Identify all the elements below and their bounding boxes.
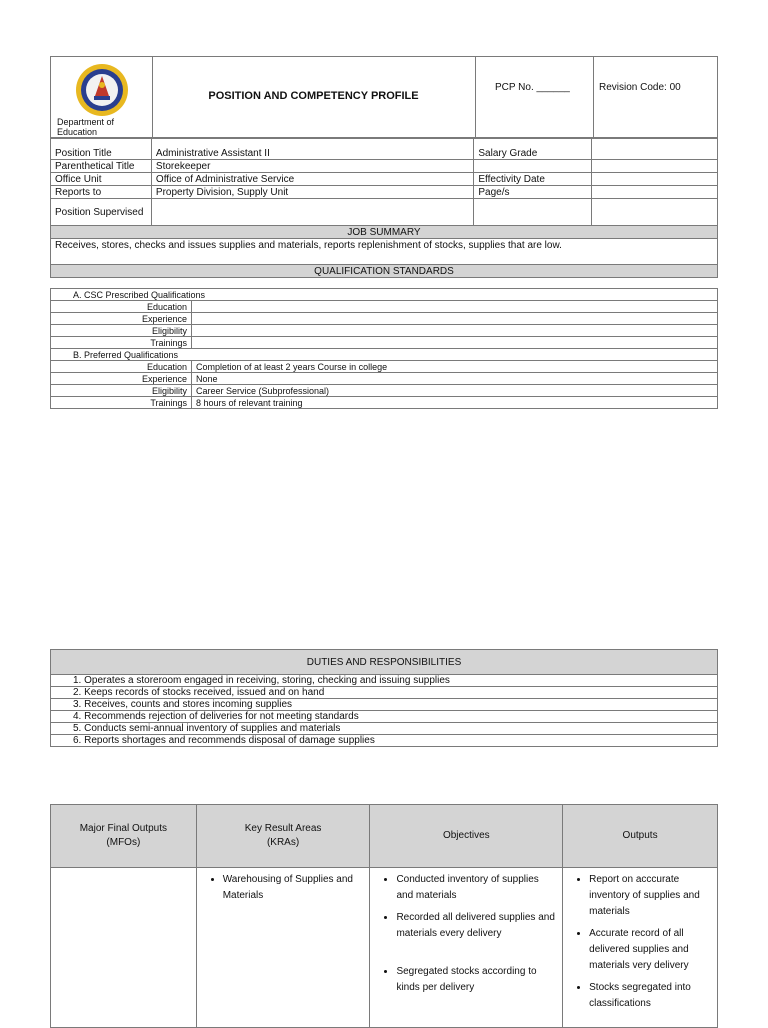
outputs-column-header: Outputs [563,805,718,868]
kra-cell [196,868,370,1028]
info-value: Administrative Assistant II [151,139,473,160]
outputs-list [567,872,713,1012]
qual-value: Career Service (Subprofessional) [192,385,718,397]
qual-label: Trainings [51,337,192,349]
pcp-cell [475,57,594,137]
info-label: Parenthetical Title [51,160,152,173]
info-empty [474,160,592,173]
info-label: Position Supervised [51,199,152,226]
output-item: • Accurate record of all delivered supplies and materials very delivery [589,926,713,974]
objective-item: • Recorded all delivered supplies and materials every delivery [396,910,558,942]
kra-header-line2: (KRAs) [266,837,300,848]
info-empty [592,186,718,199]
mfo-cell-empty [51,868,197,1028]
qualification-heading: QUALIFICATION STANDARDS [51,265,718,278]
mfo-header-line1: Major Final Outputs [79,823,167,834]
qual-value: None [192,373,718,385]
kra-header-line1: Key Result Areas [244,823,322,834]
info-row [51,186,718,199]
preferred-qualifications-title: B. Preferred Qualifications [51,349,718,361]
job-summary-text: Receives, stores, checks and issues supplies and materials, reports replenishment of stocks, supplies that are low. [51,239,718,265]
duties-table [50,649,718,747]
objective-item: • Conducted inventory of supplies and materials [396,872,558,904]
kra-list [201,872,366,904]
info-label: Position Title [51,139,152,160]
qual-label: Trainings [51,397,192,409]
kra-column-header [196,805,370,868]
revision-code: Revision Code: 00 [599,82,681,93]
info-value: Property Division, Supply Unit [151,186,473,199]
revision-cell [593,57,717,137]
qual-label: Education [51,361,192,373]
title-cell [152,57,476,137]
qual-value-empty [192,337,718,349]
qual-value-empty [192,301,718,313]
output-item: • Report on acccurate inventory of supplies and materials [589,872,713,920]
info-value: Storekeeper [151,160,473,173]
info-label: Salary Grade [474,139,592,160]
duty-item: 2. Keeps records of stocks received, issued and on hand [51,687,718,699]
info-label: Reports to [51,186,152,199]
info-value-empty [592,139,718,160]
info-label: Effectivity Date [474,173,592,186]
duty-item: 3. Receives, counts and stores incoming supplies [51,699,718,711]
qualification-table [50,288,718,409]
qual-label: Education [51,301,192,313]
kra-item: • Warehousing of Supplies and Materials [223,872,366,904]
qual-value-empty [192,325,718,337]
department-name: Department of Education [57,117,115,137]
pcp-number: PCP No. ______ [495,82,570,93]
duty-item: 4. Recommends rejection of deliveries for not meeting standards [51,711,718,723]
objectives-cell [370,868,563,1028]
qual-label: Experience [51,373,192,385]
duty-item: 5. Conducts semi-annual inventory of supplies and materials [51,723,718,735]
output-item: • Stocks segregated into classifications [589,980,713,1012]
qual-value: Completion of at least 2 years Course in college [192,361,718,373]
qual-value-empty [192,313,718,325]
mfo-column-header [51,805,197,868]
info-label: Office Unit [51,173,152,186]
kra-table [50,804,718,1028]
objectives-list [374,872,558,996]
deped-seal-icon [75,63,129,117]
info-label: Page/s [474,186,592,199]
info-empty [474,199,592,226]
outputs-cell [563,868,718,1028]
csc-qualifications-title: A. CSC Prescribed Qualifications [51,289,718,301]
objectives-column-header: Objectives [370,805,563,868]
info-empty [592,173,718,186]
duties-heading: DUTIES AND RESPONSIBILITIES [51,650,718,675]
mfo-header-line2: (MFOs) [106,837,141,848]
duty-item: 6. Reports shortages and recommends disposal of damage supplies [51,735,718,747]
info-empty [151,199,473,226]
info-row [51,139,718,160]
qual-label: Experience [51,313,192,325]
document-header [50,56,718,138]
info-value: Office of Administrative Service [151,173,473,186]
duty-item: 1. Operates a storeroom engaged in receiving, storing, checking and issuing supplies [51,675,718,687]
qual-value: 8 hours of relevant training [192,397,718,409]
info-empty [592,199,718,226]
logo-cell [51,57,153,137]
info-empty [592,160,718,173]
objective-item: • Segregated stocks according to kinds per delivery [396,964,558,996]
page-title: POSITION AND COMPETENCY PROFILE [208,90,419,102]
qual-label: Eligibility [51,385,192,397]
position-info-table [50,138,718,278]
info-row [51,160,718,173]
info-row [51,173,718,186]
info-row [51,199,718,226]
qual-label: Eligibility [51,325,192,337]
job-summary-heading: JOB SUMMARY [51,226,718,239]
